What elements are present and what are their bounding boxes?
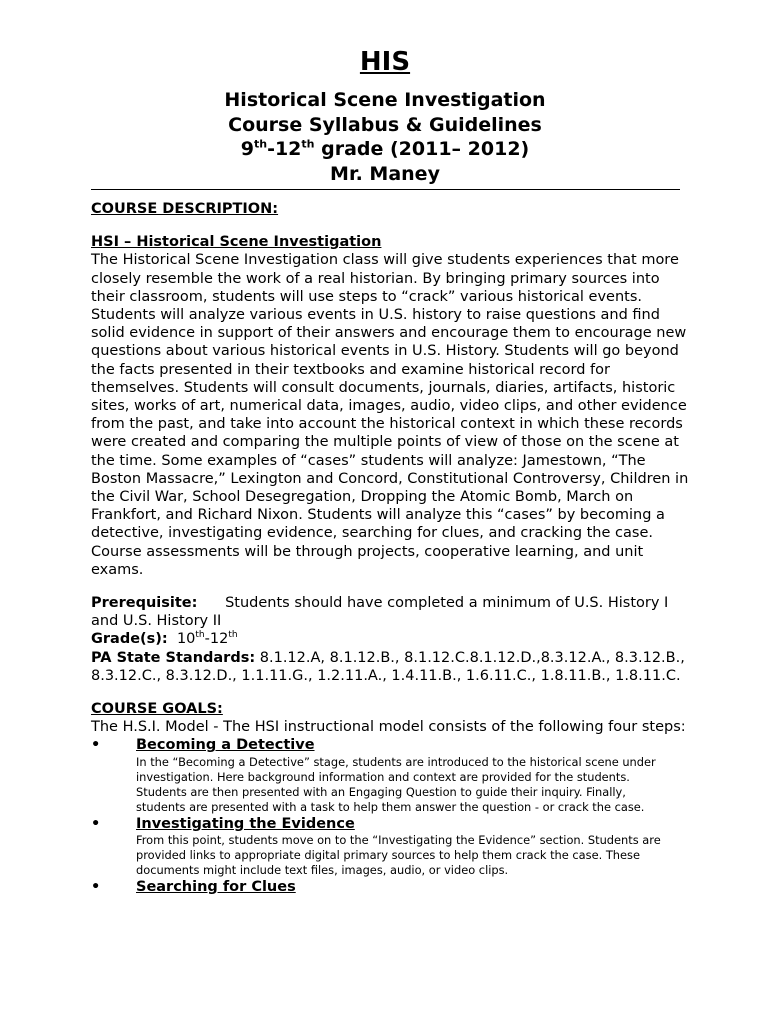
pa-standards: PA State Standards: 8.1.12.A, 8.1.12.B., 8.1.12.C.8.1.12.D.,8.3.12.A., 8.3.12.B., 8.3.12.C., 8.3.12.D., 1.1.11.G., 1.2.11.A., 1.4.11.B., 1.6.11.C., 1.8.11.B., 1.8.11.C.: [91, 649, 685, 684]
header-divider: [91, 189, 680, 190]
grades: Grade(s): 10th-12th: [91, 630, 238, 648]
course-subtitle: Course Syllabus & Guidelines: [228, 113, 542, 136]
step-2-text: From this point, students move on to the “Investigating the Evidence” section. Students are provided links to appropriate digital primary sources to help them crack the case. These documents might include text files, images, audio, or video clips.: [136, 832, 661, 877]
step-3-title: • Searching for Clues: [91, 878, 296, 895]
course-goals-intro: The H.S.I. Model - The HSI instructional model consists of the following four steps:: [91, 719, 686, 736]
prerequisite: Prerequisite: Students should have completed a minimum of U.S. History I and U.S. History II: [91, 595, 669, 630]
document-body: [91, 200, 691, 896]
course-title: Historical Scene Investigation: [224, 89, 546, 111]
bullet-icon: •: [91, 815, 101, 832]
step-2-title: • Investigating the Evidence: [91, 815, 355, 832]
document-header: [0, 46, 770, 186]
course-description-subheading: HSI – Historical Scene Investigation: [91, 234, 382, 251]
bullet-icon: •: [91, 737, 101, 754]
course-description-text: The Historical Scene Investigation class will give students experiences that more closely resemble the work of a real historian. By bringing primary sources into their classroom, students will use steps to “crack” various historical events. Students will analyze various events in U.S. history to raise questions and find solid evidence in support of their answers and encourage them to encourage new questions about various historical events in U.S. History. Students will go beyond the facts presented in their textbooks and examine historical record for themselves. Students will consult documents, journals, diaries, artifacts, historic sites, works of art, numerical data, images, audio, video clips, and other evidence from the past, and take into account the historical context in which these records were created and comparing the multiple points of view of those on the scene at the time. Some examples of “cases” students will analyze: Jamestown, “The Boston Massacre,” Lexington and Concord, Constitutional Controversy, Children in the Civil War, School Desegregation, Dropping the Atomic Bomb, March on Frankfort, and Richard Nixon. Students will analyze this “cases” by becoming a detective, investigating evidence, searching for clues, and cracking the case. Course assessments will be through projects, cooperative learning, and unit exams.: [91, 252, 689, 578]
teacher-name: Mr. Maney: [330, 162, 440, 185]
step-1-title: • Becoming a Detective: [91, 737, 315, 754]
course-description-heading: COURSE DESCRIPTION:: [91, 201, 279, 217]
course-code: HIS: [359, 47, 411, 77]
course-goals-heading: COURSE GOALS:: [91, 701, 223, 718]
step-1-text: In the “Becoming a Detective” stage, students are introduced to the historical scene under investigation. Here background information and context are provided for the students. Students are then presented with an Engaging Question to guide their inquiry. Finally, students are presented with a task to help them answer the question - or crack the case.: [136, 754, 656, 814]
bullet-icon: •: [91, 878, 101, 895]
grade-line: 9th-12th grade (2011– 2012): [240, 137, 530, 160]
